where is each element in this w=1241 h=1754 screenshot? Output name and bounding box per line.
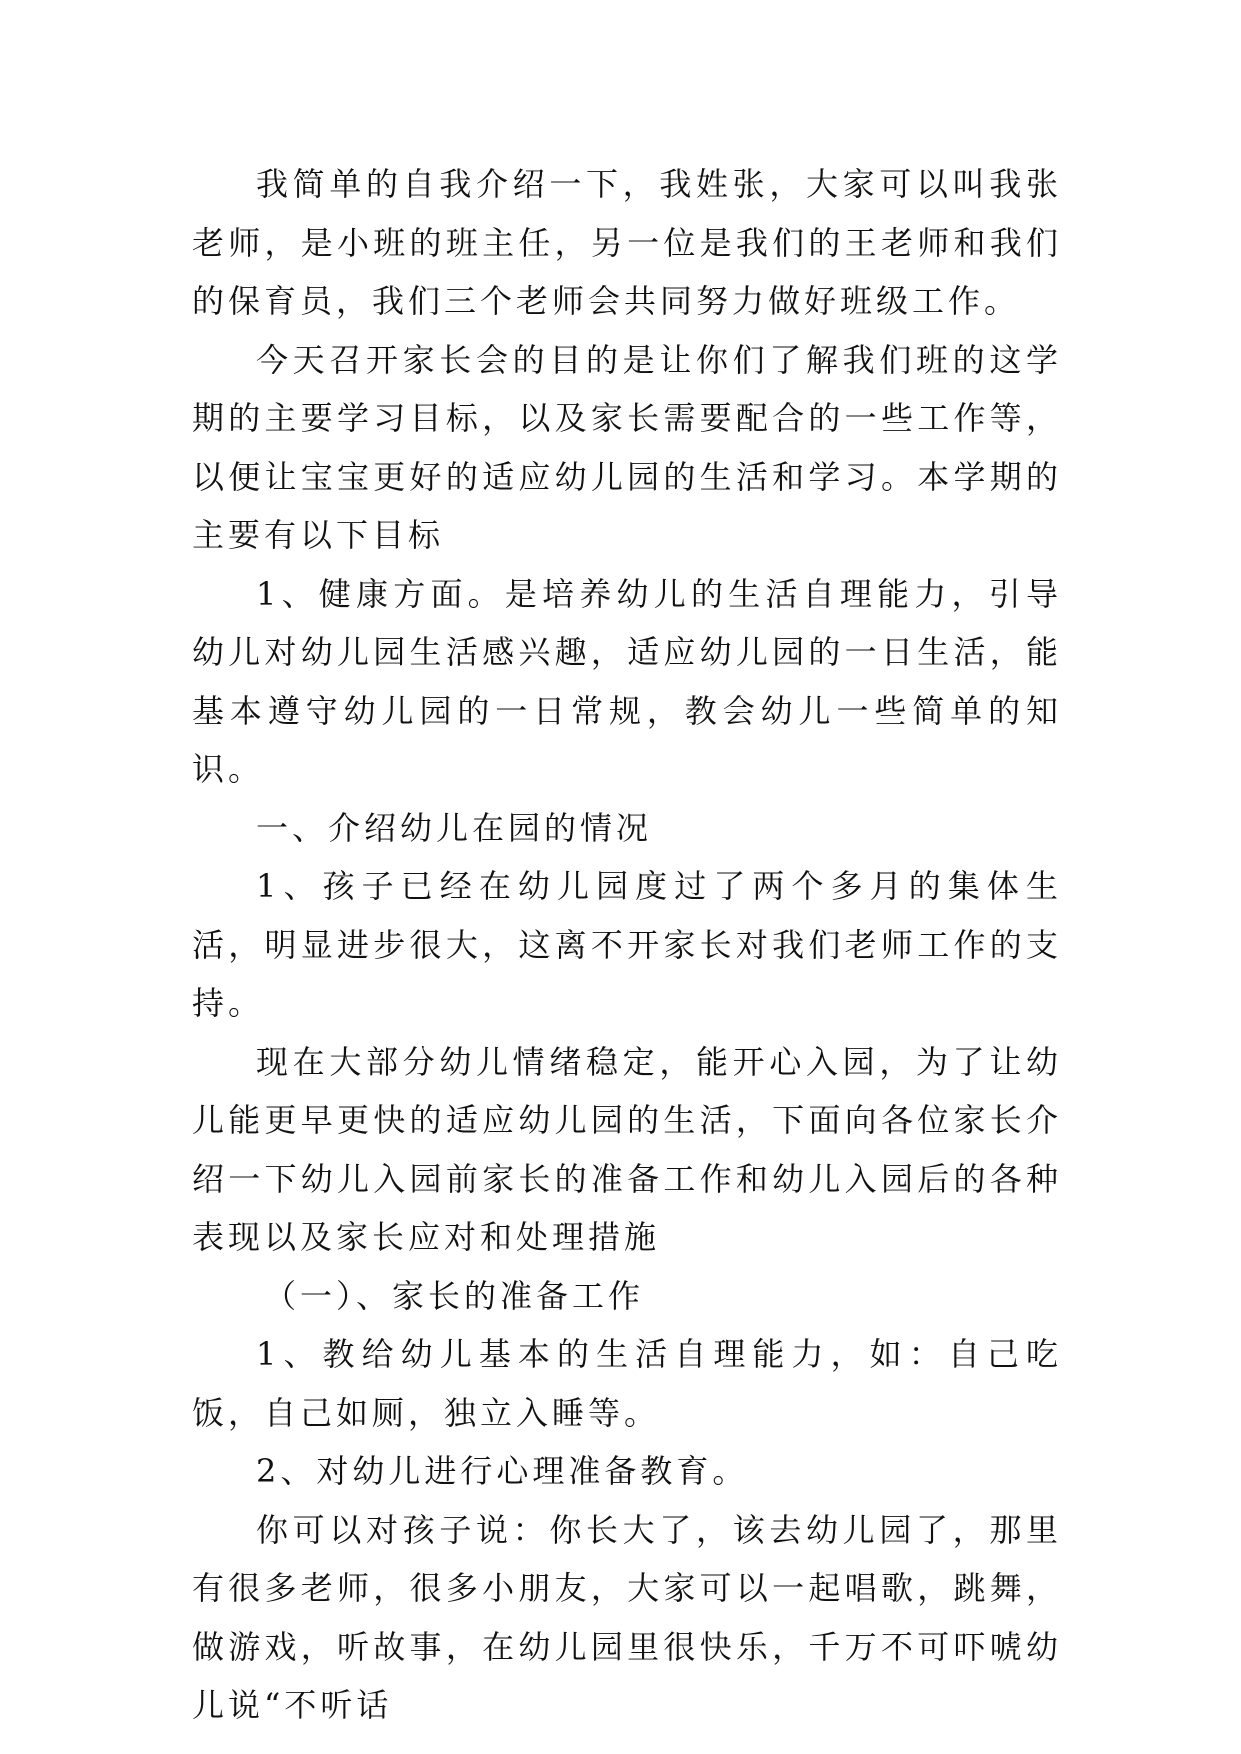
paragraph-meeting-purpose: 今天召开家长会的目的是让你们了解我们班的这学期的主要学习目标，以及家长需要配合的一些工作等，以便让宝宝更好的适应幼儿园的生活和学习。本学期的主要有以下目标 <box>192 340 1062 554</box>
paragraph-what-to-say: 你可以对孩子说：你长大了，该去幼儿园了，那里有很多老师，很多小朋友，大家可以一起唱歌，跳舞，做游戏，听故事，在幼儿园里很快乐，千万不可吓唬幼儿说“不听话 <box>192 1510 1062 1724</box>
paragraph-psych-prep: 2、对幼儿进行心理准备教育。 <box>256 1452 749 1490</box>
section-heading-child-status: 一、介绍幼儿在园的情况 <box>256 808 653 847</box>
subsection-heading-parent-preparation: （一）、家长的准备工作 <box>264 1276 645 1315</box>
paragraph-self-care: 1、教给幼儿基本的生活自理能力，如：自己吃饭，自己如厕，独立入睡等。 <box>192 1335 1062 1432</box>
paragraph-self-intro: 我简单的自我介绍一下，我姓张，大家可以叫我张老师，是小班的班主任，另一位是我们的王老师和我们的保育员，我们三个老师会共同努力做好班级工作。 <box>192 165 1062 320</box>
paragraph-progress: 1、孩子已经在幼儿园度过了两个多月的集体生活，明显进步很大，这离不开家长对我们老师工作的支持。 <box>192 867 1062 1022</box>
paragraph-current-status: 现在大部分幼儿情绪稳定，能开心入园，为了让幼儿能更早更快的适应幼儿园的生活，下面向各位家长介绍一下幼儿入园前家长的准备工作和幼儿入园后的各种表现以及家长应对和处理措施 <box>192 1042 1062 1256</box>
paragraph-health-goal: 1、健康方面。是培养幼儿的生活自理能力，引导幼儿对幼儿园生活感兴趣，适应幼儿园的一日生活，能基本遵守幼儿园的一日常规，教会幼儿一些简单的知识。 <box>192 574 1062 788</box>
document-body <box>192 155 1062 1735</box>
